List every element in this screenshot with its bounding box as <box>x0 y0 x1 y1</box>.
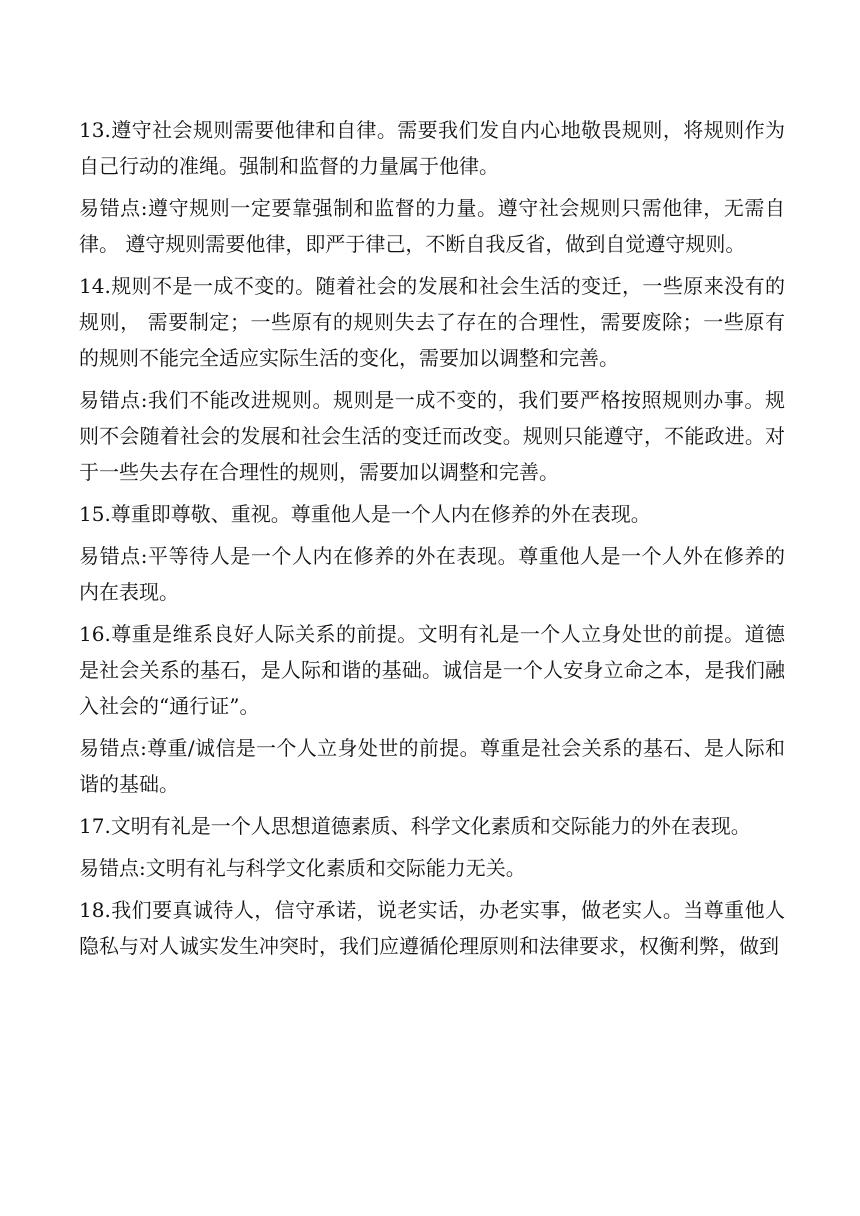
paragraph-17-mistake: 易错点:文明有礼与科学文化素质和交际能力无关。 <box>79 856 526 880</box>
paragraph-16-mistake: 易错点:尊重/诚信是一个人立身处世的前提。尊重是社会关系的基石、是人际和谐的基础。 <box>79 736 785 796</box>
paragraph-14-mistake: 易错点:我们不能改进规则。规则是一成不变的，我们要严格按照规则办事。规则不会随着社会的发展和社会生活的变迁而改变。规则只能遵守，不能政进。对于一些失去存在合理性的规则，需要加以调整和完善。 <box>79 388 785 484</box>
paragraph-15: 15.尊重即尊敬、重视。尊重他人是一个人内在修养的外在表现。 <box>79 502 651 526</box>
paragraph-16: 16.尊重是维系良好人际关系的前提。文明有礼是一个人立身处世的前提。道德是社会关系的基石，是人际和谐的基础。诚信是一个人安身立命之本，是我们融入社会的“通行证”。 <box>79 622 785 718</box>
paragraph-15-mistake: 易错点:平等待人是一个人内在修养的外在表现。尊重他人是一个人外在修养的内在表现。 <box>79 544 785 604</box>
paragraph-17: 17.文明有礼是一个人思想道德素质、科学文化素质和交际能力的外在表现。 <box>79 814 751 838</box>
paragraph-13: 13.遵守社会规则需要他律和自律。需要我们发自内心地敬畏规则，将规则作为自己行动的准绳。强制和监督的力量属于他律。 <box>79 118 785 178</box>
paragraph-14: 14.规则不是一成不变的。随着社会的发展和社会生活的变迁，一些原来没有的规则， 需要制定；一些原有的规则失去了存在的合理性，需要废除；一些原有的规则不能完全适应实际生活的变化，需要加以调整和完善。 <box>79 274 785 370</box>
document-body <box>79 112 785 970</box>
paragraph-18: 18.我们要真诚待人，信守承诺，说老实话，办老实事，做老实人。当尊重他人隐私与对人诚实发生冲突时，我们应遵循伦理原则和法律要求，权衡利弊，做到 <box>79 898 785 958</box>
paragraph-13-mistake: 易错点:遵守规则一定要靠强制和监督的力量。遵守社会规则只需他律，无需自律。 遵守规则需要他律，即严于律己，不断自我反省，做到自觉遵守规则。 <box>79 196 785 256</box>
